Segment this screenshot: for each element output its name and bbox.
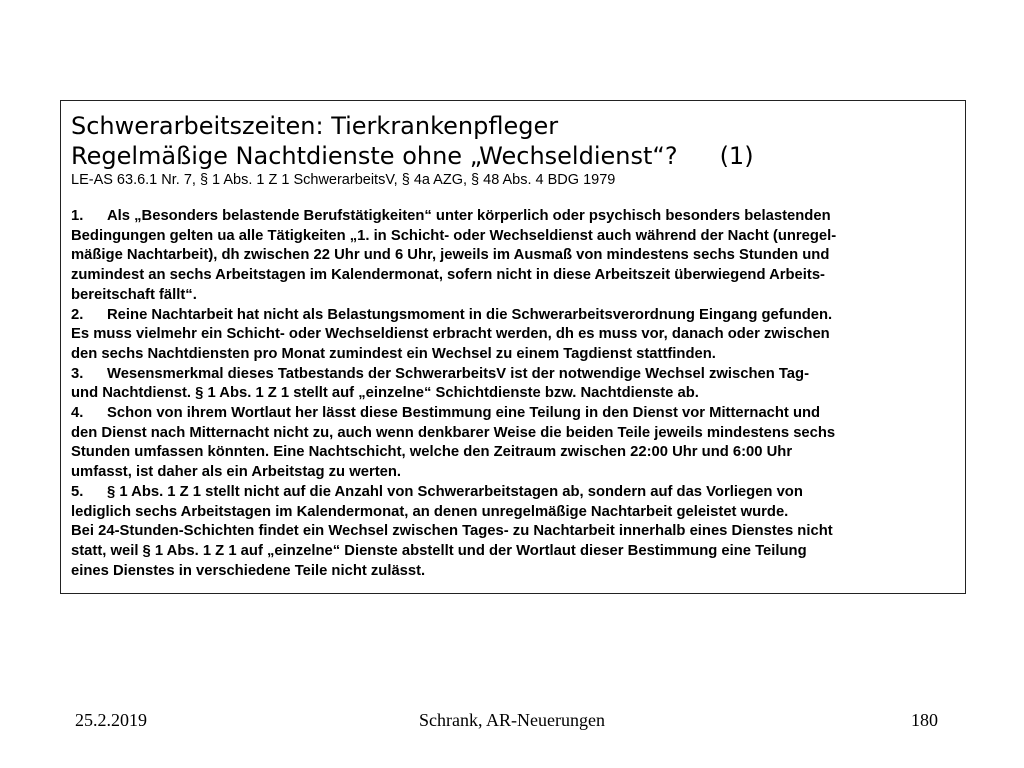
paragraph [71,404,955,424]
slide-number-label: (1) [719,142,754,170]
content-box [60,100,966,594]
paragraph-line: Wesensmerkmal dieses Tatbestands der SchwerarbeitsV ist der notwendige Wechsel zwischen Tag- [107,365,809,382]
slide-page-number: 180 [911,710,938,730]
paragraph-line: Bei 24-Stunden-Schichten findet ein Wechsel zwischen Tages- zu Nachtarbeit innerhalb eines Dienstes nicht [71,523,833,540]
paragraph [71,306,955,326]
paragraph-number: 3. [71,365,84,382]
paragraph-line: umfasst, ist daher als ein Arbeitstag zu werten. [71,464,402,481]
paragraph-line: statt, weil § 1 Abs. 1 Z 1 auf „einzelne“ Dienste abstellt und der Wortlaut dieser Bestimmung eine Teilung [71,542,807,559]
paragraph-number: 2. [71,306,84,323]
paragraph-line: den sechs Nachtdiensten pro Monat zumindest ein Wechsel zu einem Tagdienst stattfinden. [71,345,716,362]
footer-date: 25.2.2019 [75,710,147,730]
paragraph [71,207,955,227]
paragraph-number: 1. [71,208,84,224]
paragraph-line: mäßige Nachtarbeit), dh zwischen 22 Uhr und 6 Uhr, jeweils im Ausmaß von mindestens sechs Stunden und [71,247,830,264]
paragraph [71,483,955,503]
paragraph-line: Reine Nachtarbeit hat nicht als Belastungsmoment in die Schwerarbeitsverordnung Eingang gefunden. [107,306,833,323]
paragraph-line: Schon von ihrem Wortlaut her lässt diese Bestimmung eine Teilung in den Dienst vor Mitternacht und [107,405,821,422]
paragraph-line: eines Dienstes in verschiedene Teile nicht zulässt. [71,562,426,579]
paragraph-line: lediglich sechs Arbeitstagen im Kalendermonat, an denen unregelmäßige Nachtarbeit geleistet wurde. [71,503,789,520]
slide-title-line1: Schwerarbeitszeiten: Tierkrankenpfleger [71,112,559,140]
paragraph-line: bereitschaft fällt“. [71,286,197,303]
paragraph-line: Es muss vielmehr ein Schicht- oder Wechseldienst erbracht werden, dh es muss vor, danach oder zwischen [71,326,830,343]
paragraph-line: den Dienst nach Mitternacht nicht zu, auch wenn denkbarer Weise die beiden Teile jeweils mindestens sechs [71,424,836,441]
paragraph-line: Stunden umfassen könnten. Eine Nachtschicht, welche den Zeitraum zwischen 22:00 Uhr und 6:00 Uhr [71,444,793,461]
footer-author: Schrank, AR-Neuerungen [419,710,605,730]
paragraph-line: Bedingungen gelten ua alle Tätigkeiten „1. in Schicht- oder Wechseldienst auch während der Nacht (unregel- [71,227,837,244]
paragraph-line: zumindest an sechs Arbeitstagen im Kalendermonat, sofern nicht in diese Arbeitszeit überwiegend Arbeits- [71,267,825,284]
slide-title-text: Regelmäßige Nachtdienste ohne „Wechseldienst“? [71,142,678,170]
paragraph-line: und Nachtdienst. § 1 Abs. 1 Z 1 stellt auf „einzelne“ Schichtdienste bzw. Nachtdienste ab. [71,385,699,402]
slide-title-line2 [71,141,955,171]
paragraph-line: Als „Besonders belastende Berufstätigkeiten“ unter körperlich oder psychisch besonders belastenden [107,208,831,224]
body-text [71,207,955,581]
paragraph-number: 5. [71,483,84,500]
legal-citation: LE-AS 63.6.1 Nr. 7, § 1 Abs. 1 Z 1 SchwerarbeitsV, § 4a AZG, § 48 Abs. 4 BDG 1979 [71,172,616,188]
paragraph [71,365,955,385]
paragraph-number: 4. [71,405,84,422]
paragraph-line: § 1 Abs. 1 Z 1 stellt nicht auf die Anzahl von Schwerarbeitstagen ab, sondern auf das Vorliegen von [107,483,803,500]
